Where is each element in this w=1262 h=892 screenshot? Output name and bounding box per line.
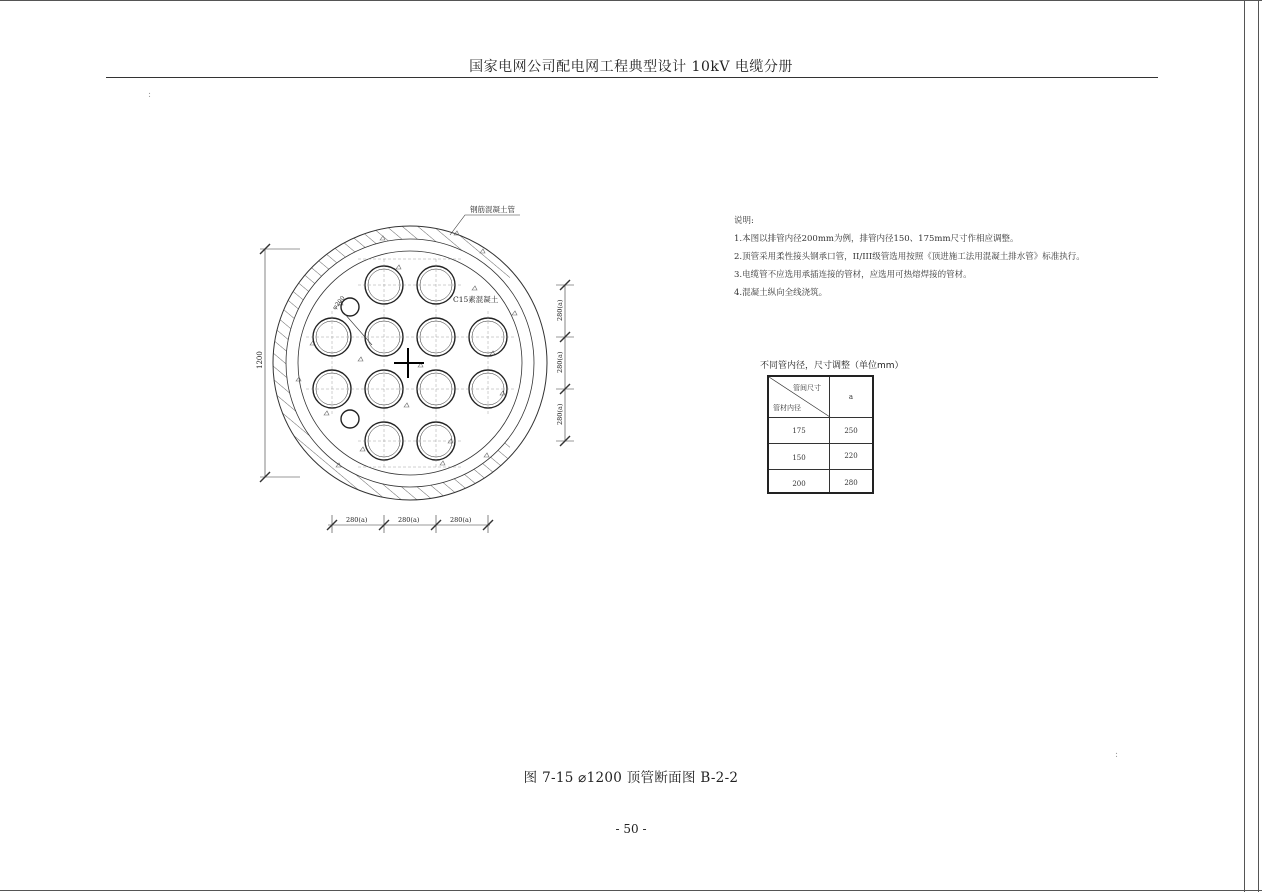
table-cell-diameter: 175 xyxy=(792,427,806,435)
table-cell-diameter: 200 xyxy=(792,480,806,488)
note-item: 3.电缆管不应选用承插连接的管材，应选用可热熔焊接的管材。 xyxy=(734,270,972,280)
design-notes xyxy=(734,212,1134,302)
diameter-dim-label: 1200 xyxy=(256,351,264,369)
small-diameter-dim: φ200 xyxy=(331,294,347,312)
table-row-divider xyxy=(769,469,872,470)
frame-right-line xyxy=(1244,0,1245,892)
header-title: 国家电网公司配电网工程典型设计 10kV 电缆分册 xyxy=(469,59,793,75)
corner-mark-bottom: : xyxy=(1115,750,1119,760)
table-cell-a: 280 xyxy=(844,479,858,487)
corner-mark-top: : xyxy=(148,90,152,100)
spec-table-header xyxy=(769,377,872,418)
bottom-dim-3: 280(a) xyxy=(450,516,472,524)
fill-label: C15素混凝土 xyxy=(453,295,499,304)
frame-top-line xyxy=(0,0,1262,1)
frame-bottom-line xyxy=(0,890,1262,891)
figure-caption: 图 7-15 ⌀1200 顶管断面图 B-2-2 xyxy=(523,770,739,786)
page-number: - 50 - xyxy=(615,822,647,836)
right-dim-1: 280(a) xyxy=(556,299,564,321)
note-item: 1.本图以排管内径200mm为例，排管内径150、175mm尺寸作相应调整。 xyxy=(734,234,1019,244)
table-row-divider xyxy=(769,443,872,444)
right-dim-3: 280(a) xyxy=(556,403,564,425)
note-item: 4.混凝土纵向全线浇筑。 xyxy=(734,288,828,298)
table-cell-a: 220 xyxy=(844,452,858,460)
header-rule xyxy=(106,77,1158,78)
frame-right-line-outer xyxy=(1258,0,1259,892)
pipe-cross-section-drawing xyxy=(240,195,564,545)
bottom-dim-2: 280(a) xyxy=(398,516,420,524)
pipe-label: 钢筋混凝土管 xyxy=(470,205,515,214)
header-spacing-label: 管间尺寸 xyxy=(793,384,821,392)
header-a-label: a xyxy=(848,393,854,401)
pipe-label-leader xyxy=(450,215,520,235)
table-cell-a: 250 xyxy=(844,427,858,435)
notes-heading: 说明: xyxy=(734,216,754,226)
note-item: 2.顶管采用柔性接头钢承口管，II/III级管选用按照《顶进施工法用混凝土排水管》标准执行。 xyxy=(734,252,1085,262)
table-cell-diameter: 150 xyxy=(792,454,806,462)
header-diameter-label: 管材内径 xyxy=(773,404,801,412)
spec-table xyxy=(767,375,874,494)
bottom-dim-1: 280(a) xyxy=(346,516,368,524)
right-dim-2: 280(a) xyxy=(556,351,564,373)
spec-table-title: 不同管内径，尺寸调整（单位mm） xyxy=(760,361,904,371)
